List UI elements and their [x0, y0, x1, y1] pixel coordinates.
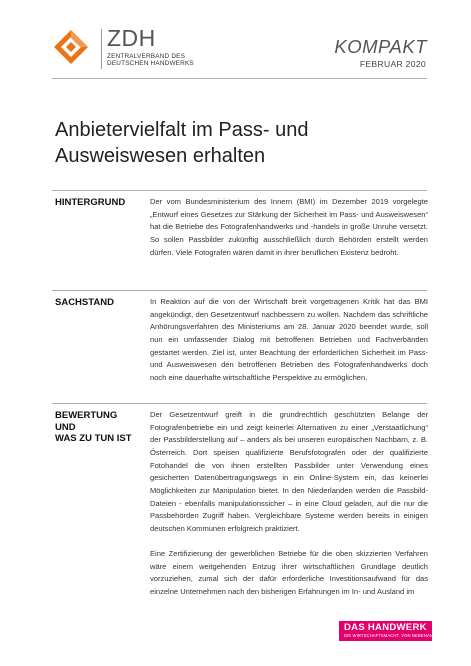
section-text-bewertung-2: Eine Zertifizierung der gewerblichen Betriebe für die oben skizzierten Verfahren wäre einem weitgehenden Entzug ihrer wirtschaftlichen Grundlage deutlich vorzuziehen, zumal sich der dafür erforderliche Investitionsaufwand für das einzelne Unternehmen nach den bisherigen Erfahrungen im In- und Ausland im: [150, 549, 428, 596]
zdh-logo-icon: [52, 28, 90, 66]
das-handwerk-tagline: DIE WIRTSCHAFTSMACHT. VON NEBENAN.: [344, 633, 435, 638]
page-title: Anbietervielfalt im Pass- und Ausweiswesen erhalten: [55, 119, 309, 167]
das-handwerk-logo: [339, 621, 435, 641]
section-label-sachstand: SACHSTAND: [55, 297, 114, 308]
section-divider: [52, 190, 427, 191]
series-title: KOMPAKT: [334, 36, 427, 57]
logo-separator: [101, 29, 102, 69]
issue-date: FEBRUAR 2020: [359, 59, 426, 69]
organization-name: ZENTRALVERBAND DES DEUTSCHEN HANDWERKS: [107, 53, 194, 67]
section-text-bewertung-1: Der Gesetzentwurf greift in die grundrechtlich geschützten Belange der Fotografenbetriebe ein und zeigt keinerlei Alternativen zu einer „Verstaatlichung“ der Passbilderstellung auf – anders als bei unseren europäischen Nachbarn, z. B. Österreich. Dort speisen qualifizierte Berufsfotografen oder der qualifizierte Fotohandel die von ihnen erstellten Passbilder unter Verwendung eines gesicherten Datenübertragungswegs in ein Online-System ein, das keinerlei Möglichkeiten zur Manipulation bietet. In den Niederlanden werden die Passbild-Dateien - ebenfalls manipulationssicher – in eine Cloud geladen, auf die nur die Passbehörden Zugriff haben. Vergleichbare Systeme werden bereits in einigen deutschen Kommunen erfolgreich praktiziert.: [150, 410, 428, 533]
section-text-hintergrund: Der vom Bundesministerium des Innern (BMI) im Dezember 2019 vorgelegte „Entwurf eines Gesetzes zur Stärkung der Sicherheit im Pass- und Ausweiswesen“ hat die Betriebe des Fotografenhandwerks und -handels in große Unruhe versetzt. So sollen Passbilder zukünftig ausschließlich durch Behörden erstellt werden dürfen. Viele Fotografen wären damit in ihrer beruflichen Existenz bedroht.: [150, 197, 428, 257]
section-divider: [52, 290, 427, 291]
das-handwerk-brand: DAS HANDWERK: [344, 622, 427, 633]
header-divider: [52, 78, 427, 79]
section-divider: [52, 403, 427, 404]
section-label-bewertung: BEWERTUNG UND WAS ZU TUN IST: [55, 410, 132, 445]
section-label-hintergrund: HINTERGRUND: [55, 197, 126, 208]
organization-acronym: ZDH: [107, 25, 156, 51]
section-text-sachstand: In Reaktion auf die von der Wirtschaft breit vorgetragenen Kritik hat das BMI angekündigt, den Gesetzentwurf nachbessern zu wollen. Nachdem das schriftliche Anhörungsverfahren des Ministeriums am 28. Januar 2020 beendet wurde, soll nun ein umfassender Dialog mit betroffenen Betrieben und Fachverbänden gestartet werden. Ziel ist, unter Beachtung der erforderlichen Sicherheit im Pass- und Ausweiswesen den betroffenen Betrieben des Fotografenhandwerks doch noch eine dauerhafte wirtschaftliche Perspektive zu ermöglichen.: [150, 297, 428, 382]
